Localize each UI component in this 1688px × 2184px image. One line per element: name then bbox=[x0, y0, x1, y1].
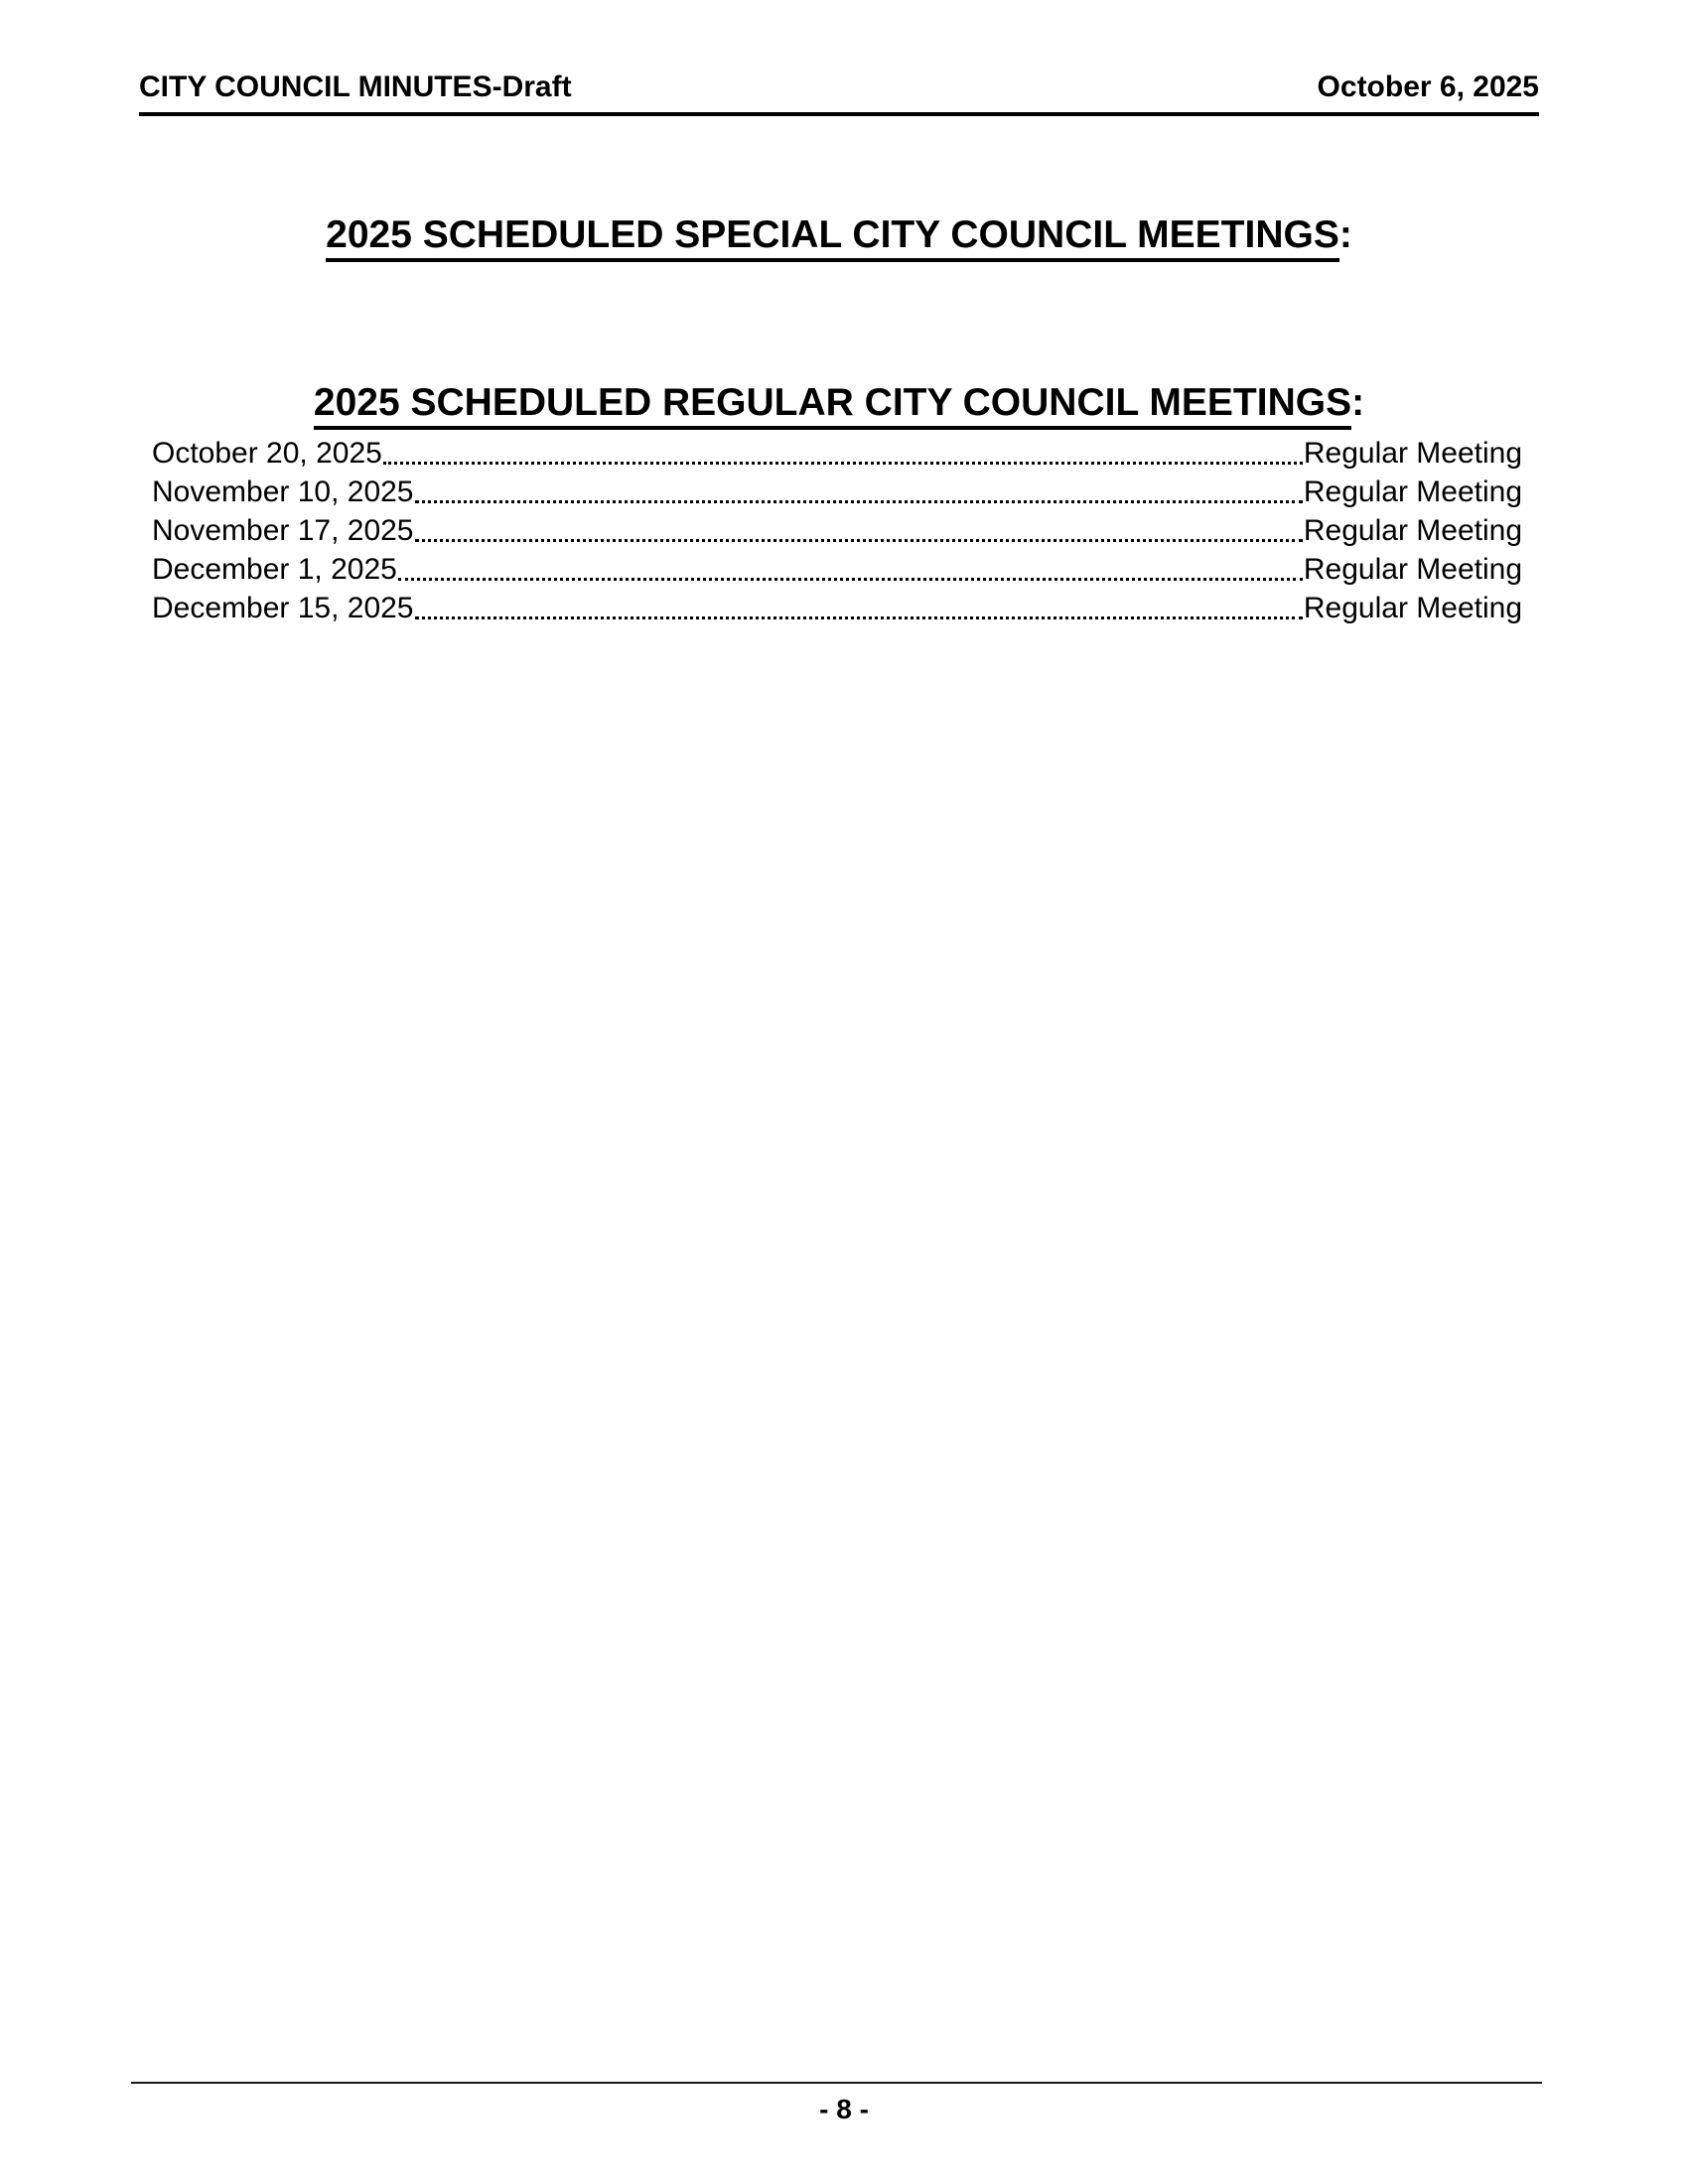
regular-meetings-heading bbox=[139, 380, 1539, 426]
meeting-row bbox=[152, 473, 1522, 511]
meeting-date: October 20, 2025 bbox=[152, 437, 382, 470]
meeting-date: November 17, 2025 bbox=[152, 514, 414, 547]
regular-meetings-list bbox=[152, 434, 1522, 627]
meeting-type: Regular Meeting bbox=[1303, 437, 1522, 470]
dot-leader bbox=[415, 616, 1303, 619]
document-date: October 6, 2025 bbox=[1317, 70, 1539, 103]
meeting-date: December 15, 2025 bbox=[152, 592, 414, 624]
meeting-row bbox=[152, 511, 1522, 550]
regular-meetings-heading-text: 2025 SCHEDULED REGULAR CITY COUNCIL MEETINGS bbox=[314, 381, 1351, 430]
meeting-row bbox=[152, 589, 1522, 627]
dot-leader bbox=[398, 578, 1303, 581]
meeting-type: Regular Meeting bbox=[1303, 592, 1522, 624]
special-meetings-heading bbox=[139, 212, 1539, 258]
meeting-row bbox=[152, 434, 1522, 473]
page-number: - 8 - bbox=[819, 2094, 869, 2124]
meeting-type: Regular Meeting bbox=[1303, 553, 1522, 586]
special-meetings-heading-text: 2025 SCHEDULED SPECIAL CITY COUNCIL MEETINGS bbox=[326, 213, 1339, 262]
special-meetings-heading-colon: : bbox=[1338, 213, 1352, 256]
dot-leader bbox=[383, 462, 1303, 465]
meeting-date: December 1, 2025 bbox=[152, 553, 397, 586]
document-title: CITY COUNCIL MINUTES-Draft bbox=[139, 70, 572, 103]
meeting-date: November 10, 2025 bbox=[152, 476, 414, 508]
meeting-row bbox=[152, 550, 1522, 589]
dot-leader bbox=[415, 500, 1303, 503]
regular-meetings-heading-colon: : bbox=[1351, 381, 1365, 424]
dot-leader bbox=[415, 539, 1303, 542]
meeting-type: Regular Meeting bbox=[1303, 514, 1522, 547]
footer-divider bbox=[131, 2082, 1542, 2084]
page-header bbox=[139, 69, 1539, 116]
meeting-type: Regular Meeting bbox=[1303, 476, 1522, 508]
